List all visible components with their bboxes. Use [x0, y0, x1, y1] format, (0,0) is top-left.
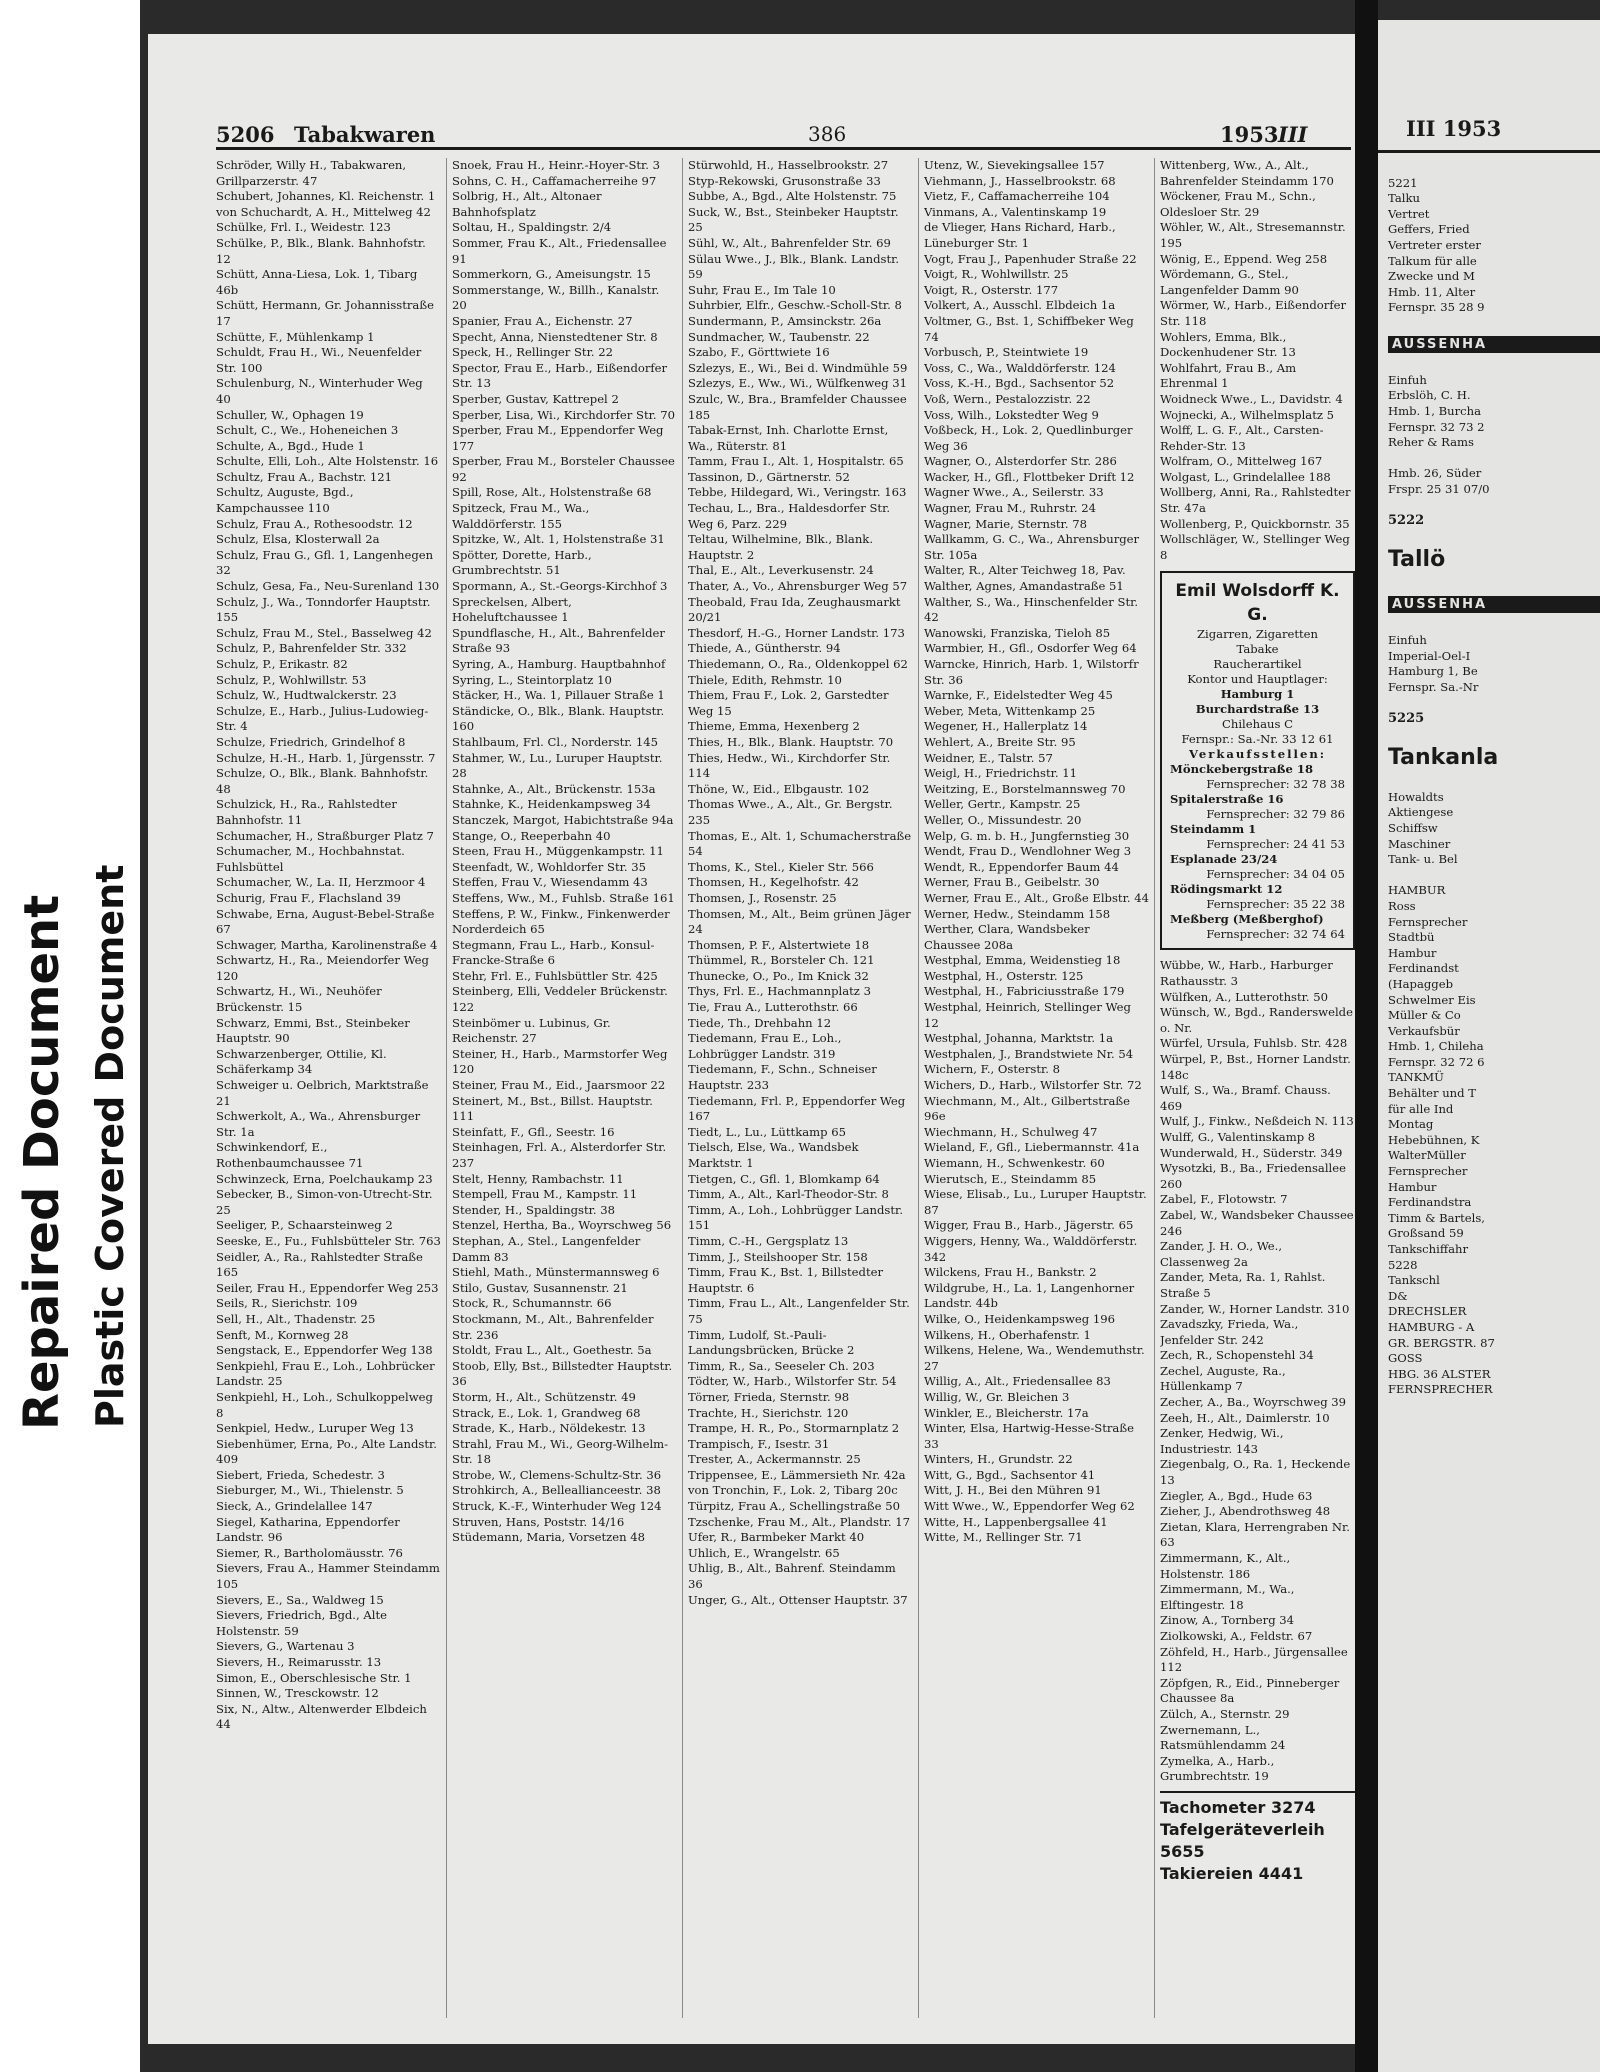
ad-street: Burchardstraße 13 [1195, 702, 1320, 717]
page-binding-edge [1355, 0, 1378, 2072]
column-divider [446, 158, 447, 2018]
next-page-body [1388, 160, 1600, 1414]
shop-place: Steindamm 1 [1170, 822, 1257, 837]
column-5 [1160, 158, 1355, 2028]
shop-item [1170, 912, 1345, 942]
section-heading [1160, 1863, 1355, 1885]
ad-line: Zigarren, Zigaretten [1196, 627, 1319, 642]
strip-number: 5225 [1388, 711, 1425, 726]
left-margin [0, 0, 140, 2072]
strip-bar: AUSSENHA [1388, 596, 1600, 614]
section-heading [1160, 1819, 1355, 1863]
strip-text: Howaldts Aktiengese Schiffsw Maschiner Tank- u. Bel HAMBUR Ross Fernsprecher Stadtbü Hambur Ferdinandst (Hapaggeb Schwelmer Eis Müller & Co Verkaufsbür Hmb. 1, Chileha Fernspr. 32 72 6 TANKMÜ Behälter und T für alle Ind Montag Hebebühnen, K WalterMüller Fernsprecher Hambur Ferdinandstra Timm & Bartels, Großsand 59 Tankschiffahr 5228 Tankschl D& DRECHSLER HAMBURG - A GR. BERGSTR. 87 GOSS HBG. 36 ALSTER FERNSPRECHER [1388, 789, 1495, 1397]
ad-title: Emil Wolsdorff K. G. [1175, 581, 1340, 626]
shop-place: Esplanade 23/24 [1170, 852, 1278, 867]
column-divider [918, 158, 919, 2018]
ad-phone: Fernspr.: Sa.-Nr. 33 12 61 [1181, 732, 1334, 747]
column-4 [924, 158, 1149, 2028]
shop-phone: Fernsprecher: 34 04 05 [1206, 867, 1345, 882]
strip-bar: AUSSENHA [1388, 336, 1600, 354]
heading-label: Tafelgeräteverleih [1160, 1819, 1325, 1839]
next-page-fragment [1378, 20, 1600, 2072]
plastic-stamp: Plastic Covered Document [88, 864, 132, 1428]
column-entries: Stürwohld, H., Hasselbrookstr. 27 Styp-Rekowski, Grusonstraße 33 Subbe, A., Bgd., Alte Holstenstr. 75 Suck, W., Bst., Steinbeker Hauptstr. 25 Sühl, W., Alt., Bahrenfelder Str. 69 Sülau Wwe., J., Blk., Blank. Landstr. 59 Suhr, Frau E., Im Tale 10 Suhrbier, Elfr., Geschw.-Scholl-Str. 8 Sundermann, P., Amsinckstr. 26a Sundmacher, W., Taubenstr. 22 Szabo, F., Görttwiete 16 Szlezys, E., Wi., Bei d. Windmühle 59 Szlezys, E., Ww., Wi., Wülfkenweg 31 Szulc, W., Bra., Bramfelder Chaussee 185 Tabak-Ernst, Inh. Charlotte Ernst, Wa., Rüterstr. 81 Tamm, Frau I., Alt. 1, Hospitalstr. 65 Tassinon, D., Gärtnerstr. 52 Tebbe, Hildegard, Wi., Veringstr. 163 Techau, L., Bra., Haldesdorfer Str. Weg 6, Parz. 229 Teltau, Wilhelmine, Blk., Blank. Hauptstr. 2 Thal, E., Alt., Leverkusenstr. 24 Thater, A., Vo., Ahrensburger Weg 57 Theobald, Frau Ida, Zeughausmarkt 20/21 Thesdorf, H.-G., Horner Landstr. 173 Thiede, A., Güntherstr. 94 Thiedemann, O., Ra., Oldenkoppel 62 Thiele, Edith, Rehmstr. 10 Thiem, Frau F., Lok. 2, Garstedter Weg 15 Thieme, Emma, Hexenberg 2 Thies, H., Blk., Blank. Hauptstr. 70 Thies, Hedw., Wi., Kirchdorfer Str. 114 Thöne, W., Eid., Elbgaustr. 102 Thomas Wwe., A., Alt., Gr. Bergstr. 235 Thomas, E., Alt. 1, Schumacherstraße 54 Thoms, K., Stel., Kieler Str. 566 Thomsen, H., Kegelhofstr. 42 Thomsen, J., Rosenstr. 25 Thomsen, M., Alt., Beim grünen Jäger 24 Thomsen, P. F., Alstertwiete 18 Thümmel, R., Borsteler Ch. 121 Thunecke, O., Po., Im Knick 32 Thys, Frl. E., Hachmannplatz 3 Tie, Frau A., Lutterothstr. 66 Tiede, Th., Drehbahn 12 Tiedemann, Frau E., Loh., Lohbrügger Landstr. 319 Tiedemann, F., Schn., Schneiser Hauptstr. 233 Tiedemann, Frl. P., Eppendorfer Weg 167 Tiedt, L., Lu., Lüttkamp 65 Tielsch, Else, Wa., Wandsbek Marktstr. 1 Tietgen, C., Gfl. 1, Blomkamp 64 Timm, A., Alt., Karl-Theodor-Str. 8 Timm, A., Loh., Lohbrügger Landstr. 151 Timm, C.-H., Gergsplatz 13 Timm, J., Steilshooper Str. 158 Timm, Frau K., Bst. 1, Billstedter Hauptstr. 6 Timm, Frau L., Alt., Langenfelder Str. 75 Timm, Ludolf, St.-Pauli-Landungsbrücken, Brücke 2 Timm, R., Sa., Seeseler Ch. 203 Tödter, W., Harb., Wilstorfer Str. 54 Törner, Frieda, Sternstr. 98 Trachte, H., Sierichstr. 120 Trampe, H. R., Po., Stormarnplatz 2 Trampisch, F., Isestr. 31 Trester, A., Ackermannstr. 25 Trippensee, E., Lämmersieth Nr. 42a von Tronchin, F., Lok. 2, Tibarg 20c Türpitz, Frau A., Schellingstraße 50 Tzschenke, Frau M., Alt., Plandstr. 17 Ufer, R., Barmbeker Markt 40 Uhlich, E., Wrangelstr. 65 Uhlig, B., Alt., Bahrenf. Steindamm 36 Unger, G., Alt., Ottenser Hauptstr. 37 [688, 158, 912, 1607]
ad-line: Tabake [1236, 642, 1279, 657]
next-page-rule [1378, 150, 1600, 153]
column-entries: Schröder, Willy H., Tabakwaren, Grillparzerstr. 47 Schubert, Johannes, Kl. Reichenstr. 1 von Schuchardt, A. H., Mittelweg 42 Schülke, Frl. I., Weidestr. 123 Schülke, P., Blk., Blank. Bahnhofstr. 12 Schütt, Anna-Liesa, Lok. 1, Tibarg 46b Schütt, Hermann, Gr. Johannisstraße 17 Schütte, F., Mühlenkamp 1 Schuldt, Frau H., Wi., Neuenfelder Str. 100 Schulenburg, N., Winterhuder Weg 40 Schuller, W., Ophagen 19 Schult, C., We., Hoheneichen 3 Schulte, A., Bgd., Hude 1 Schulte, Elli, Loh., Alte Holstenstr. 16 Schultz, Frau A., Bachstr. 121 Schultz, Auguste, Bgd., Kampchaussee 110 Schulz, Frau A., Rothesoodstr. 12 Schulz, Elsa, Klosterwall 2a Schulz, Frau G., Gfl. 1, Langenhegen 32 Schulz, Gesa, Fa., Neu-Surenland 130 Schulz, J., Wa., Tonndorfer Hauptstr. 155 Schulz, Frau M., Stel., Basselweg 42 Schulz, P., Bahrenfelder Str. 332 Schulz, P., Erikastr. 82 Schulz, P., Wohlwillstr. 53 Schulz, W., Hudtwalckerstr. 23 Schulze, E., Harb., Julius-Ludowieg-Str. 4 Schulze, Friedrich, Grindelhof 8 Schulze, H.-H., Harb. 1, Jürgensstr. 7 Schulze, O., Blk., Blank. Bahnhofstr. 48 Schulzick, H., Ra., Rahlstedter Bahnhofstr. 11 Schumacher, H., Straßburger Platz 7 Schumacher, M., Hochbahnstat. Fuhlsbüttel Schumacher, W., La. II, Herzmoor 4 Schurig, Frau F., Flachsland 39 Schwabe, Erna, August-Bebel-Straße 67 Schwager, Martha, Karolinenstraße 4 Schwartz, H., Ra., Meiendorfer Weg 120 Schwartz, H., Wi., Neuhöfer Brückenstr. 15 Schwarz, Emmi, Bst., Steinbeker Hauptstr. 90 Schwarzenberger, Ottilie, Kl. Schäferkamp 34 Schweiger u. Oelbrich, Marktstraße 21 Schwerkolt, A., Wa., Ahrensburger Str. 1a Schwinkendorf, E., Rothenbaumchaussee 71 Schwinzeck, Erna, Poelchaukamp 23 Sebecker, B., Simon-von-Utrecht-Str. 25 Seeliger, P., Schaarsteinweg 2 Seeske, E., Fu., Fuhlsbütteler Str. 763 Seidler, A., Ra., Rahlstedter Straße 165 Seiler, Frau H., Eppendorfer Weg 253 Seils, R., Sierichstr. 109 Sell, H., Alt., Thadenstr. 25 Senft, M., Kornweg 28 Sengstack, E., Eppendorfer Weg 138 Senkpiehl, Frau E., Loh., Lohbrücker Landstr. 25 Senkpiehl, H., Loh., Schulkoppelweg 8 Senkpiel, Hedw., Luruper Weg 13 Siebenhümer, Erna, Po., Alte Landstr. 409 Siebert, Frieda, Schedestr. 3 Sieburger, M., Wi., Thielenstr. 5 Sieck, A., Grindelallee 147 Siegel, Katharina, Eppendorfer Landstr. 96 Siemer, R., Bartholomäusstr. 76 Sievers, Frau A., Hammer Steindamm 105 Sievers, E., Sa., Waldweg 15 Sievers, Friedrich, Bgd., Alte Holstenstr. 59 Sievers, G., Wartenau 3 Sievers, H., Reimarusstr. 13 Simon, E., Oberschlesische Str. 1 Sinnen, W., Tresckowstr. 12 Six, N., Altw., Altenwerder Elbdeich 44 [216, 158, 441, 1732]
ad-building: Chilehaus C [1222, 717, 1293, 732]
shop-place: Mönckebergstraße 18 [1170, 762, 1314, 777]
section-headings [1160, 1791, 1355, 1885]
shop-item [1170, 792, 1345, 822]
strip-number: 5222 [1388, 513, 1425, 529]
page-year: 1953 [1220, 122, 1279, 147]
shop-phone: Fernsprecher: 32 78 38 [1206, 777, 1345, 792]
column-1 [216, 158, 441, 2028]
heading-ref: 5655 [1160, 1841, 1205, 1861]
shop-phone: Fernsprecher: 35 22 38 [1206, 897, 1345, 912]
strip-text: 5221 Talku Vertret Geffers, Fried Vertreter erster Talkum für alle Zwecke und M Hmb. 11, Alter Fernspr. 35 28 9 [1388, 175, 1485, 315]
column-2 [452, 158, 677, 2028]
shop-place: Rödingsmarkt 12 [1170, 882, 1283, 897]
heading-ref: 4441 [1258, 1863, 1304, 1883]
strip-heading: Tallö [1388, 547, 1446, 573]
shop-item [1170, 852, 1345, 882]
wolsdorff-advertisement [1160, 571, 1355, 950]
column-entries: Utenz, W., Sievekingsallee 157 Viehmann, J., Hasselbrookstr. 68 Vietz, F., Caffamacherreihe 104 Vinmans, A., Valentinskamp 19 de Vlieger, Hans Richard, Harb., Lüneburger Str. 1 Vogt, Frau J., Papenhuder Straße 22 Voigt, R., Wohlwillstr. 25 Voigt, R., Osterstr. 177 Volkert, A., Ausschl. Elbdeich 1a Voltmer, G., Bst. 1, Schiffbeker Weg 74 Vorbusch, P., Steintwiete 19 Voss, C., Wa., Walddörferstr. 124 Voss, K.-H., Bgd., Sachsentor 52 Voß, Wern., Pestalozzistr. 22 Voss, Wilh., Lokstedter Weg 9 Voßbeck, H., Lok. 2, Quedlinburger Weg 36 Wagner, O., Alsterdorfer Str. 286 Wacker, H., Gfl., Flottbeker Drift 12 Wagner Wwe., A., Seilerstr. 33 Wagner, Frau M., Ruhrstr. 24 Wagner, Marie, Sternstr. 78 Wallkamm, G. C., Wa., Ahrensburger Str. 105a Walter, R., Alter Teichweg 18, Pav. Walther, Agnes, Amandastraße 51 Walther, S., Wa., Hinschenfelder Str. 42 Wanowski, Franziska, Tieloh 85 Warmbier, H., Gfl., Osdorfer Weg 64 Warncke, Hinrich, Harb. 1, Wilstorfr Str. 36 Warnke, F., Eidelstedter Weg 45 Weber, Meta, Wittenkamp 25 Wegener, H., Hallerplatz 14 Wehlert, A., Breite Str. 95 Weidner, E., Talstr. 57 Weigl, H., Friedrichstr. 11 Weitzing, E., Borstelmannsweg 70 Weller, Gertr., Kampstr. 25 Weller, O., Missundestr. 20 Welp, G. m. b. H., Jungfernstieg 30 Wendt, Frau D., Wendlohner Weg 3 Wendt, R., Eppendorfer Baum 44 Werner, Frau B., Geibelstr. 30 Werner, Frau E., Alt., Große Elbstr. 44 Werner, Hedw., Steindamm 158 Werther, Clara, Wandsbeker Chaussee 208a Westphal, Emma, Weidenstieg 18 Westphal, H., Osterstr. 125 Westphal, H., Fabriciusstraße 179 Westphal, Heinrich, Stellinger Weg 12 Westphal, Johanna, Marktstr. 1a Westphalen, J., Brandstwiete Nr. 54 Wichern, F., Osterstr. 8 Wichers, D., Harb., Wilstorfer Str. 72 Wiechmann, M., Alt., Gilbertstraße 96e Wiechmann, H., Schulweg 47 Wieland, F., Gfl., Liebermannstr. 41a Wiemann, H., Schwenkestr. 60 Wierutsch, E., Steindamm 85 Wiese, Elisab., Lu., Luruper Hauptstr. 87 Wigger, Frau B., Harb., Jägerstr. 65 Wiggers, Henny, Wa., Walddörferstr. 342 Wilckens, Frau H., Bankstr. 2 Wildgrube, H., La. 1, Langenhorner Landstr. 44b Wilke, O., Heidenkampsweg 196 Wilkens, H., Oberhafenstr. 1 Wilkens, Helene, Wa., Wendemuthstr. 27 Willig, A., Alt., Friedensallee 83 Willig, W., Gr. Bleichen 3 Winkler, E., Bleicherstr. 17a Winter, Elsa, Hartwig-Hesse-Straße 33 Winters, H., Grundstr. 22 Witt, G., Bgd., Sachsentor 41 Witt, J. H., Bei den Mühren 91 Witt Wwe., W., Eppendorfer Weg 62 Witte, H., Lappenbergsallee 41 Witte, M., Rellinger Str. 71 [924, 158, 1149, 1545]
shop-phone: Fernsprecher: 32 74 64 [1206, 927, 1345, 942]
section-heading [1160, 1797, 1355, 1819]
ad-line: Kontor und Hauptlager: [1187, 672, 1328, 687]
directory-page [148, 34, 1355, 2044]
heading-ref: 3274 [1271, 1797, 1316, 1817]
page-number: 5206 [216, 122, 275, 147]
ad-sales-heading: Verkaufsstellen: [1188, 747, 1327, 762]
column-entries: Wittenberg, Ww., A., Alt., Bahrenfelder Steindamm 170 Wöckener, Frau M., Schn., Oldesloer Str. 29 Wöhler, W., Alt., Stresemannstr. 195 Wönig, E., Eppend. Weg 258 Wördemann, G., Stel., Langenfelder Damm 90 Wörmer, W., Harb., Eißendorfer Str. 118 Wohlers, Emma, Blk., Dockenhudener Str. 13 Wohlfahrt, Frau B., Am Ehrenmal 1 Woidneck Wwe., L., Davidstr. 4 Wojnecki, A., Wilhelmsplatz 5 Wolff, L. G. F., Alt., Carsten-Rehder-Str. 13 Wolfram, O., Mittelweg 167 Wolgast, L., Grindelallee 188 Wollberg, Anni, Ra., Rahlstedter Str. 47a Wollenberg, P., Quickbornstr. 35 Wollschläger, W., Stellinger Weg 8 [1160, 158, 1351, 562]
shop-phone: Fernsprecher: 24 41 53 [1206, 837, 1345, 852]
strip-text: Einfuh Imperial-Oel-I Hamburg 1, Be Fernspr. Sa.-Nr [1388, 633, 1479, 694]
shop-item [1170, 762, 1345, 792]
shop-phone: Fernsprecher: 32 79 86 [1206, 807, 1345, 822]
column-3 [688, 158, 913, 2028]
shop-place: Meßberg (Meßberghof) [1170, 912, 1324, 927]
column-divider [682, 158, 683, 2018]
heading-label: Tachometer [1160, 1797, 1266, 1817]
column-divider [1154, 158, 1155, 2018]
strip-text: Einfuh Erbslöh, C. H. Hmb. 1, Burcha Fernspr. 32 73 2 Reher & Rams Hmb. 26, Süder Frspr. 25 31 07/0 [1388, 372, 1490, 496]
shop-list [1170, 762, 1345, 942]
page-center-number: 386 [808, 122, 847, 146]
page-volume: III [1278, 122, 1308, 147]
header-rule [216, 147, 1351, 150]
ad-line: Raucherartikel [1213, 657, 1302, 672]
column-entries: Wübbe, W., Harb., Harburger Rathausstr. 3 Wülfken, A., Lutterothstr. 50 Wünsch, W., Bgd., Randerswelde o. Nr. Würfel, Ursula, Fuhlsb. Str. 428 Würpel, P., Bst., Horner Landstr. 148c Wulf, S., Wa., Bramf. Chauss. 469 Wulf, J., Finkw., Neßdeich N. 113 Wulff, G., Valentinskamp 8 Wunderwald, H., Süderstr. 349 Wysotzki, B., Ba., Friedensallee 260 Zabel, F., Flotowstr. 7 Zabel, W., Wandsbeker Chaussee 246 Zander, J. H. O., We., Classenweg 2a Zander, Meta, Ra. 1, Rahlst. Straße 5 Zander, W., Horner Landstr. 310 Zavadszky, Frieda, Wa., Jenfelder Str. 242 Zech, R., Schopenstehl 34 Zechel, Auguste, Ra., Hüllenkamp 7 Zecher, A., Ba., Woyrschweg 39 Zeeh, H., Alt., Daimlerstr. 10 Zenker, Hedwig, Wi., Industriestr. 143 Ziegenbalg, O., Ra. 1, Heckende 13 Ziegler, A., Bgd., Hude 63 Zieher, J., Abendrothsweg 48 Zietan, Klara, Herrengraben Nr. 63 Zimmermann, K., Alt., Holstenstr. 186 Zimmermann, M., Wa., Elftingestr. 18 Zinow, A., Tornberg 34 Ziolkowski, A., Feldstr. 67 Zöhfeld, H., Harb., Jürgensallee 112 Zöpfgen, R., Eid., Pinneberger Chaussee 8a Zülch, A., Sternstr. 29 Zwernemann, L., Ratsmühlendamm 24 Zymelka, A., Harb., Grumbrechtstr. 19 [1160, 958, 1354, 1784]
page-category: Tabakwaren [294, 122, 436, 147]
strip-heading: Tankanla [1388, 745, 1499, 771]
shop-item [1170, 822, 1345, 852]
column-entries: Snoek, Frau H., Heinr.-Hoyer-Str. 3 Sohns, C. H., Caffamacherreihe 97 Solbrig, H., Alt., Altonaer Bahnhofsplatz Soltau, H., Spaldingstr. 2/4 Sommer, Frau K., Alt., Friedensallee 91 Sommerkorn, G., Ameisungstr. 15 Sommerstange, W., Billh., Kanalstr. 20 Spanier, Frau A., Eichenstr. 27 Specht, Anna, Nienstedtener Str. 8 Speck, H., Rellinger Str. 22 Spector, Frau E., Harb., Eißendorfer Str. 13 Sperber, Gustav, Kattrepel 2 Sperber, Lisa, Wi., Kirchdorfer Str. 70 Sperber, Frau M., Eppendorfer Weg 177 Sperber, Frau M., Borsteler Chaussee 92 Spill, Rose, Alt., Holstenstraße 68 Spitzeck, Frau M., Wa., Walddörferstr. 155 Spitzke, W., Alt. 1, Holstenstraße 31 Spötter, Dorette, Harb., Grumbrechtstr. 51 Spormann, A., St.-Georgs-Kirchhof 3 Spreckelsen, Albert, Hoheluftchaussee 1 Spundflasche, H., Alt., Bahrenfelder Straße 93 Syring, A., Hamburg. Hauptbahnhof Syring, L., Steintorplatz 10 Stäcker, H., Wa. 1, Pillauer Straße 1 Ständicke, O., Blk., Blank. Hauptstr. 160 Stahlbaum, Frl. Cl., Norderstr. 145 Stahmer, W., Lu., Luruper Hauptstr. 28 Stahnke, A., Alt., Brückenstr. 153a Stahnke, K., Heidenkampsweg 34 Stanczek, Margot, Habichtstraße 94a Stange, O., Reeperbahn 40 Steen, Frau H., Müggenkampstr. 11 Steenfadt, W., Wohldorfer Str. 35 Steffen, Frau V., Wiesendamm 43 Steffens, Ww., M., Fuhlsb. Straße 161 Steffens, P. W., Finkw., Finkenwerder Norderdeich 65 Stegmann, Frau L., Harb., Konsul-Francke-Straße 6 Stehr, Frl. E., Fuhlsbüttler Str. 425 Steinberg, Elli, Veddeler Brückenstr. 122 Steinbömer u. Lubinus, Gr. Reichenstr. 27 Steiner, H., Harb., Marmstorfer Weg 120 Steiner, Frau M., Eid., Jaarsmoor 22 Steinert, M., Bst., Billst. Hauptstr. 111 Steinfatt, F., Gfl., Seestr. 16 Steinhagen, Frl. A., Alsterdorfer Str. 237 Stelt, Henny, Rambachstr. 11 Stempell, Frau M., Kampstr. 11 Stender, H., Spaldingstr. 38 Stenzel, Hertha, Ba., Woyrschweg 56 Stephan, A., Stel., Langenfelder Damm 83 Stiehl, Math., Münstermannsweg 6 Stilo, Gustav, Susannenstr. 21 Stock, R., Schumannstr. 66 Stockmann, M., Alt., Bahrenfelder Str. 236 Stoldt, Frau L., Alt., Goethestr. 5a Stoob, Elly, Bst., Billstedter Hauptstr. 36 Storm, H., Alt., Schützenstr. 49 Strack, E., Lok. 1, Grandweg 68 Strade, K., Harb., Nöldekestr. 13 Strahl, Frau M., Wi., Georg-Wilhelm-Str. 18 Strobe, W., Clemens-Schultz-Str. 36 Strohkirch, A., Belleallianceestr. 38 Struck, K.-F., Winterhuder Weg 124 Struven, Hans, Poststr. 14/16 Stüdemann, Maria, Vorsetzen 48 [452, 158, 675, 1545]
shop-item [1170, 882, 1345, 912]
heading-label: Takiereien [1160, 1863, 1254, 1883]
repaired-stamp: Repaired Document [14, 894, 70, 1430]
shop-place: Spitalerstraße 16 [1170, 792, 1284, 807]
next-page-header: III 1953 [1406, 116, 1502, 141]
ad-city: Hamburg 1 [1220, 687, 1295, 702]
